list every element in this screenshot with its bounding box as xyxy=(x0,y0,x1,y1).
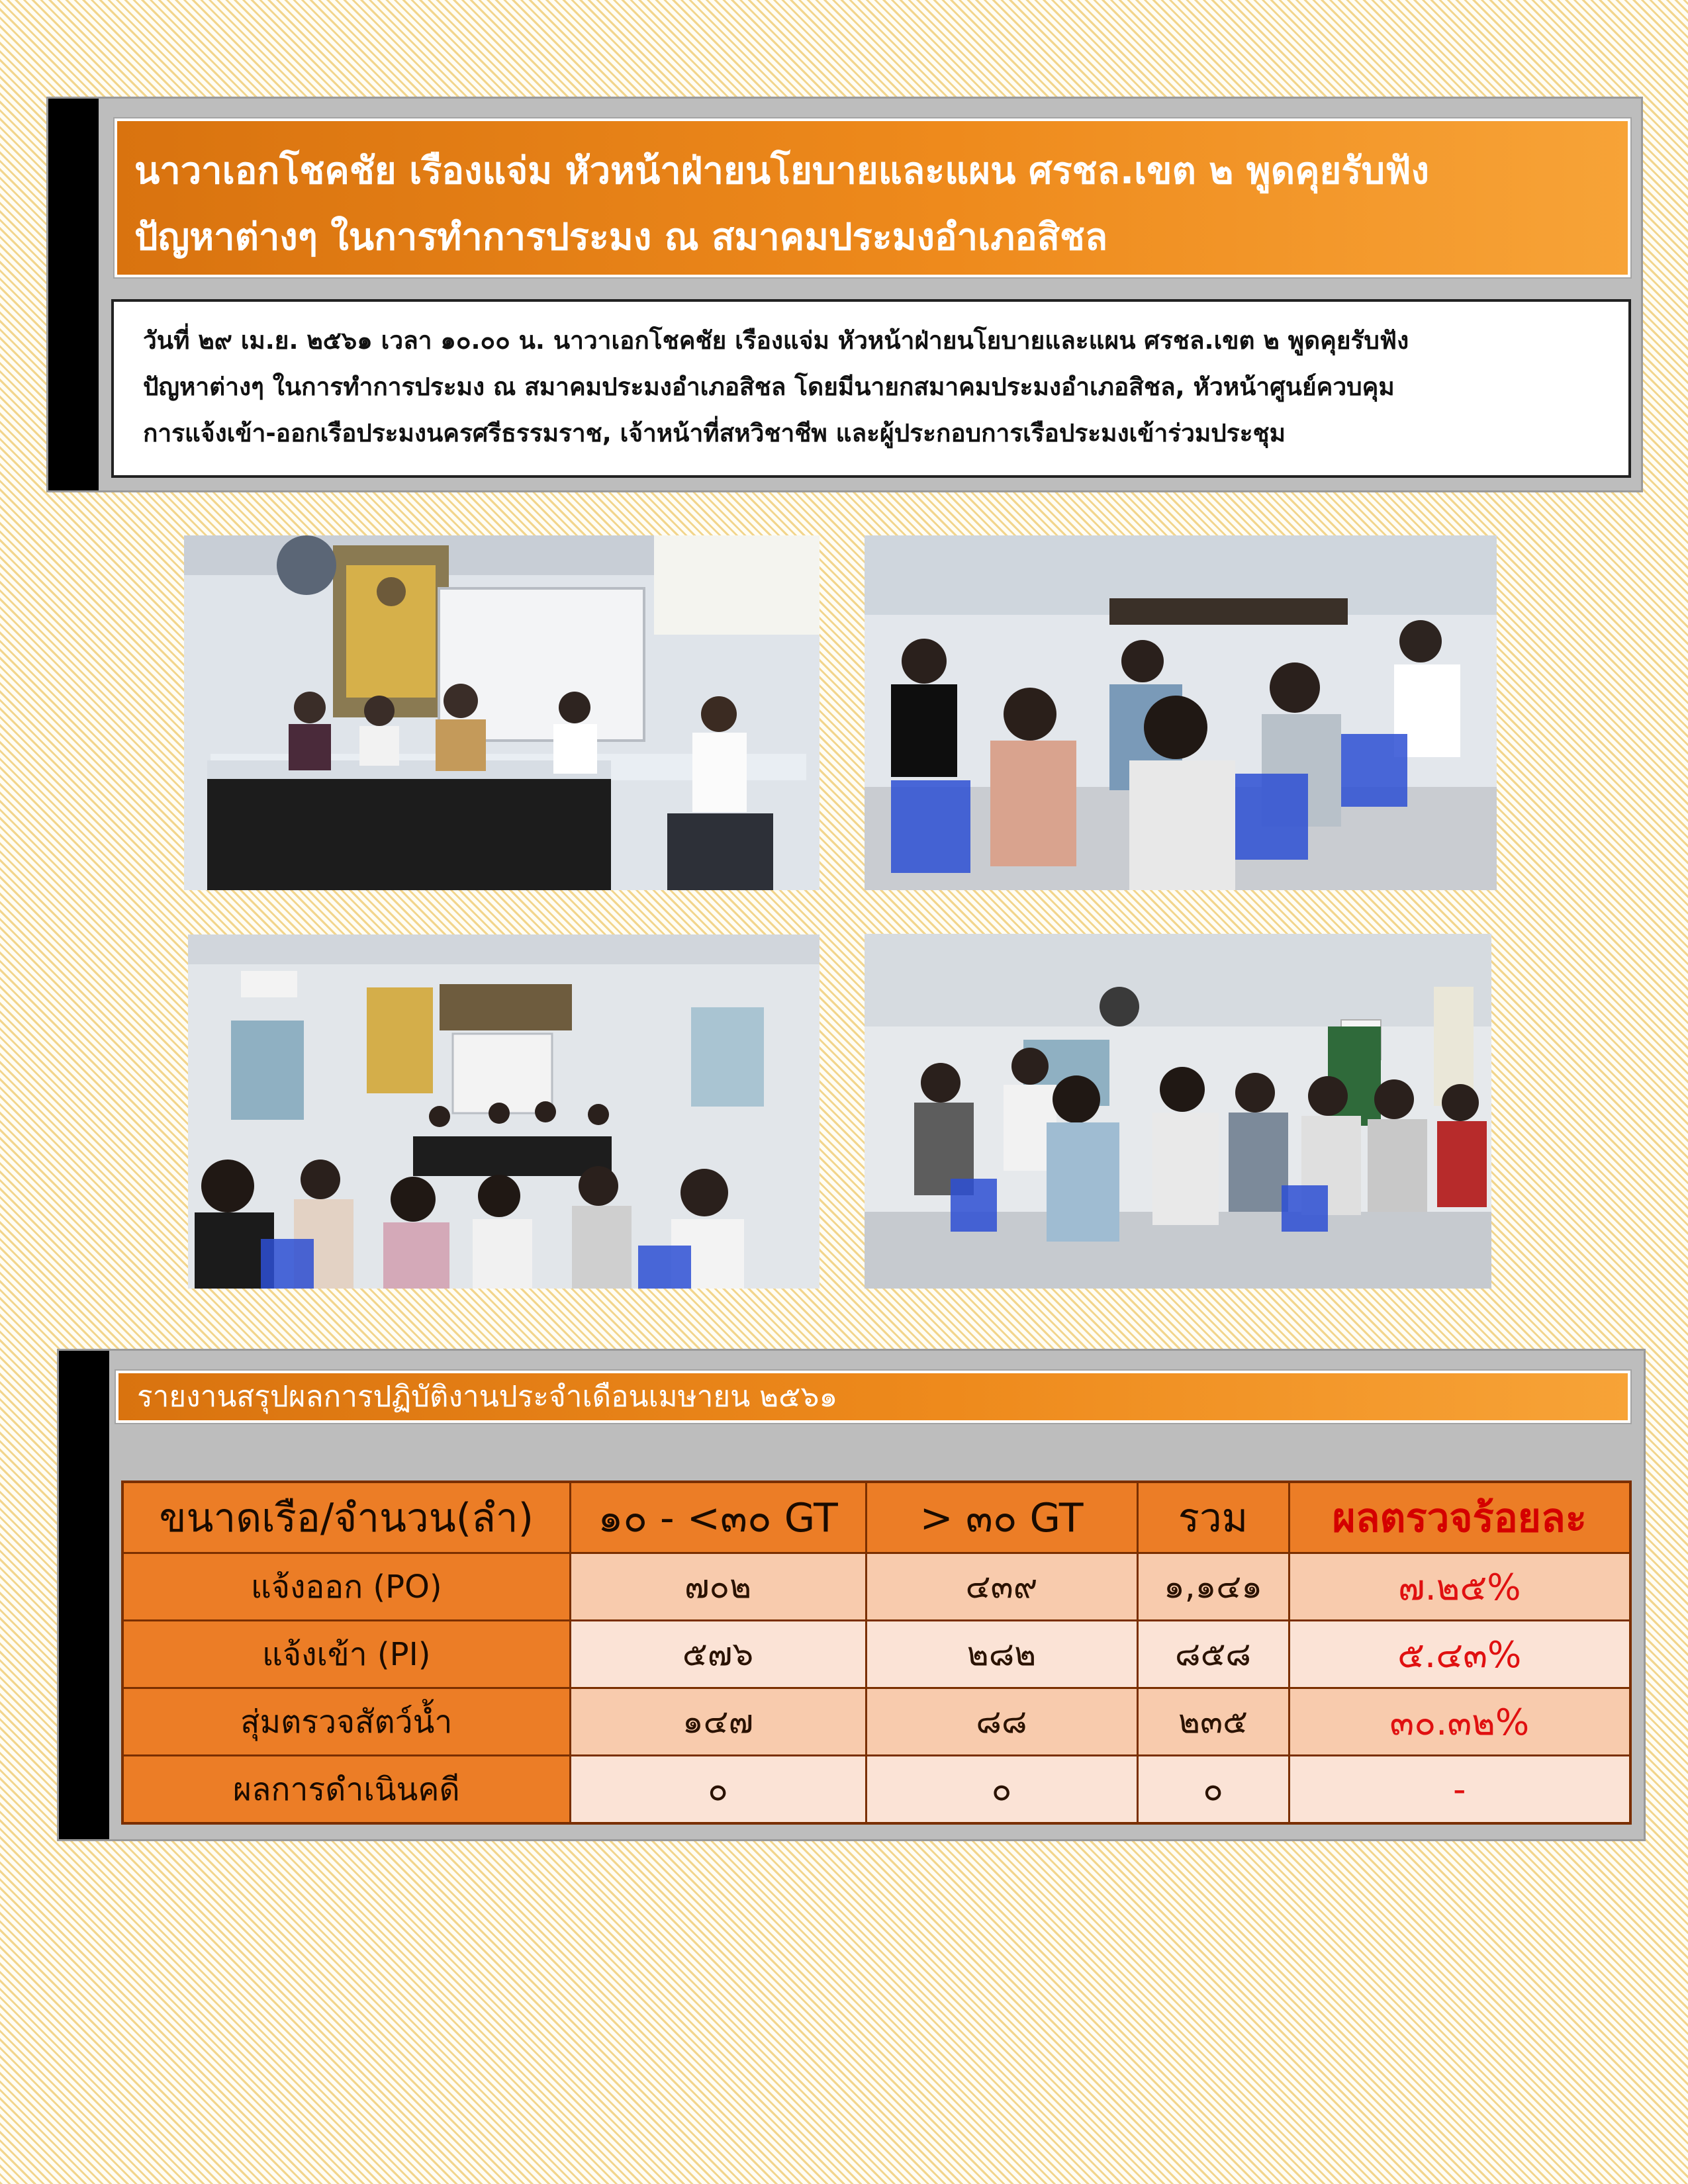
header-inspection-percent: ผลตรวจร้อยละ xyxy=(1289,1482,1630,1553)
cell-small-vessels: ๕๗๖ xyxy=(570,1621,866,1688)
cell-large-vessels: ๘๘ xyxy=(866,1688,1137,1756)
meeting-photo-head-table xyxy=(184,535,820,890)
row-label: แจ้งเข้า (PI) xyxy=(122,1621,570,1688)
report-table xyxy=(121,1480,1632,1825)
header-over-30-gt: > ๓๐ GT xyxy=(866,1482,1137,1553)
report-table-header-row xyxy=(122,1482,1630,1553)
cell-total: ๐ xyxy=(1137,1756,1289,1824)
news-headline xyxy=(115,118,1630,277)
news-description xyxy=(111,299,1631,478)
cell-percent: - xyxy=(1289,1756,1630,1824)
cell-total: ๑,๑๔๑ xyxy=(1137,1553,1289,1621)
header-vessel-size: ขนาดเรือ/จำนวน(ลำ) xyxy=(122,1482,570,1553)
news-description-line-3: การแจ้งเข้า-ออกเรือประมงนครศรีธรรมราช, เจ้าหน้าที่สหวิชาชีพ และผู้ประกอบการเรือประมงเข้าร่วมประชุม xyxy=(143,419,1286,447)
cell-large-vessels: ๔๓๙ xyxy=(866,1553,1137,1621)
news-description-line-2: ปัญหาต่างๆ ในการทำการประมง ณ สมาคมประมงอำเภอสิชล โดยมีนายกสมาคมประมงอำเภอสิชล, หัวหน้าศูนย์ควบคุม xyxy=(143,373,1395,401)
report-title: รายงานสรุปผลการปฏิบัติงานประจำเดือนเมษายน ๒๕๖๑ xyxy=(116,1371,1630,1423)
meeting-photo-audience-side xyxy=(865,535,1497,890)
table-row xyxy=(122,1553,1630,1621)
cell-small-vessels: ๗๐๒ xyxy=(570,1553,866,1621)
header-total: รวม xyxy=(1137,1482,1289,1553)
news-headline-line-1: นาวาเอกโชคชัย เรืองแจ่ม หัวหน้าฝ่ายนโยบายและแผน ศรชล.เขต ๒ พูดคุยรับฟัง xyxy=(134,150,1429,193)
news-headline-line-2: ปัญหาต่างๆ ในการทำการประมง ณ สมาคมประมงอำเภอสิชล xyxy=(134,216,1108,259)
report-panel xyxy=(57,1349,1646,1841)
cell-small-vessels: ๑๔๗ xyxy=(570,1688,866,1756)
report-panel-side-bar xyxy=(59,1351,109,1839)
row-label: สุ่มตรวจสัตว์น้ำ xyxy=(122,1688,570,1756)
table-row xyxy=(122,1756,1630,1824)
cell-percent: ๓๐.๓๒% xyxy=(1289,1688,1630,1756)
cell-large-vessels: ๒๘๒ xyxy=(866,1621,1137,1688)
table-row xyxy=(122,1621,1630,1688)
meeting-photo-room-overview xyxy=(188,934,820,1289)
header-10-to-30-gt: ๑๐ - <๓๐ GT xyxy=(570,1482,866,1553)
row-label: แจ้งออก (PO) xyxy=(122,1553,570,1621)
news-panel xyxy=(46,97,1643,492)
cell-percent: ๕.๔๓% xyxy=(1289,1621,1630,1688)
table-row xyxy=(122,1688,1630,1756)
news-panel-side-bar xyxy=(48,99,99,490)
news-description-line-1: วันที่ ๒๙ เม.ย. ๒๕๖๑ เวลา ๑๐.๐๐ น. นาวาเอกโชคชัย เรืองแจ่ม หัวหน้าฝ่ายนโยบายและแผน ศรชล.เขต ๒ พูดคุยรับฟัง xyxy=(143,326,1409,355)
row-label: ผลการดำเนินคดี xyxy=(122,1756,570,1824)
cell-small-vessels: ๐ xyxy=(570,1756,866,1824)
cell-percent: ๗.๒๕% xyxy=(1289,1553,1630,1621)
cell-total: ๘๕๘ xyxy=(1137,1621,1289,1688)
cell-large-vessels: ๐ xyxy=(866,1756,1137,1824)
meeting-photo-seated-participants xyxy=(865,934,1491,1289)
cell-total: ๒๓๕ xyxy=(1137,1688,1289,1756)
